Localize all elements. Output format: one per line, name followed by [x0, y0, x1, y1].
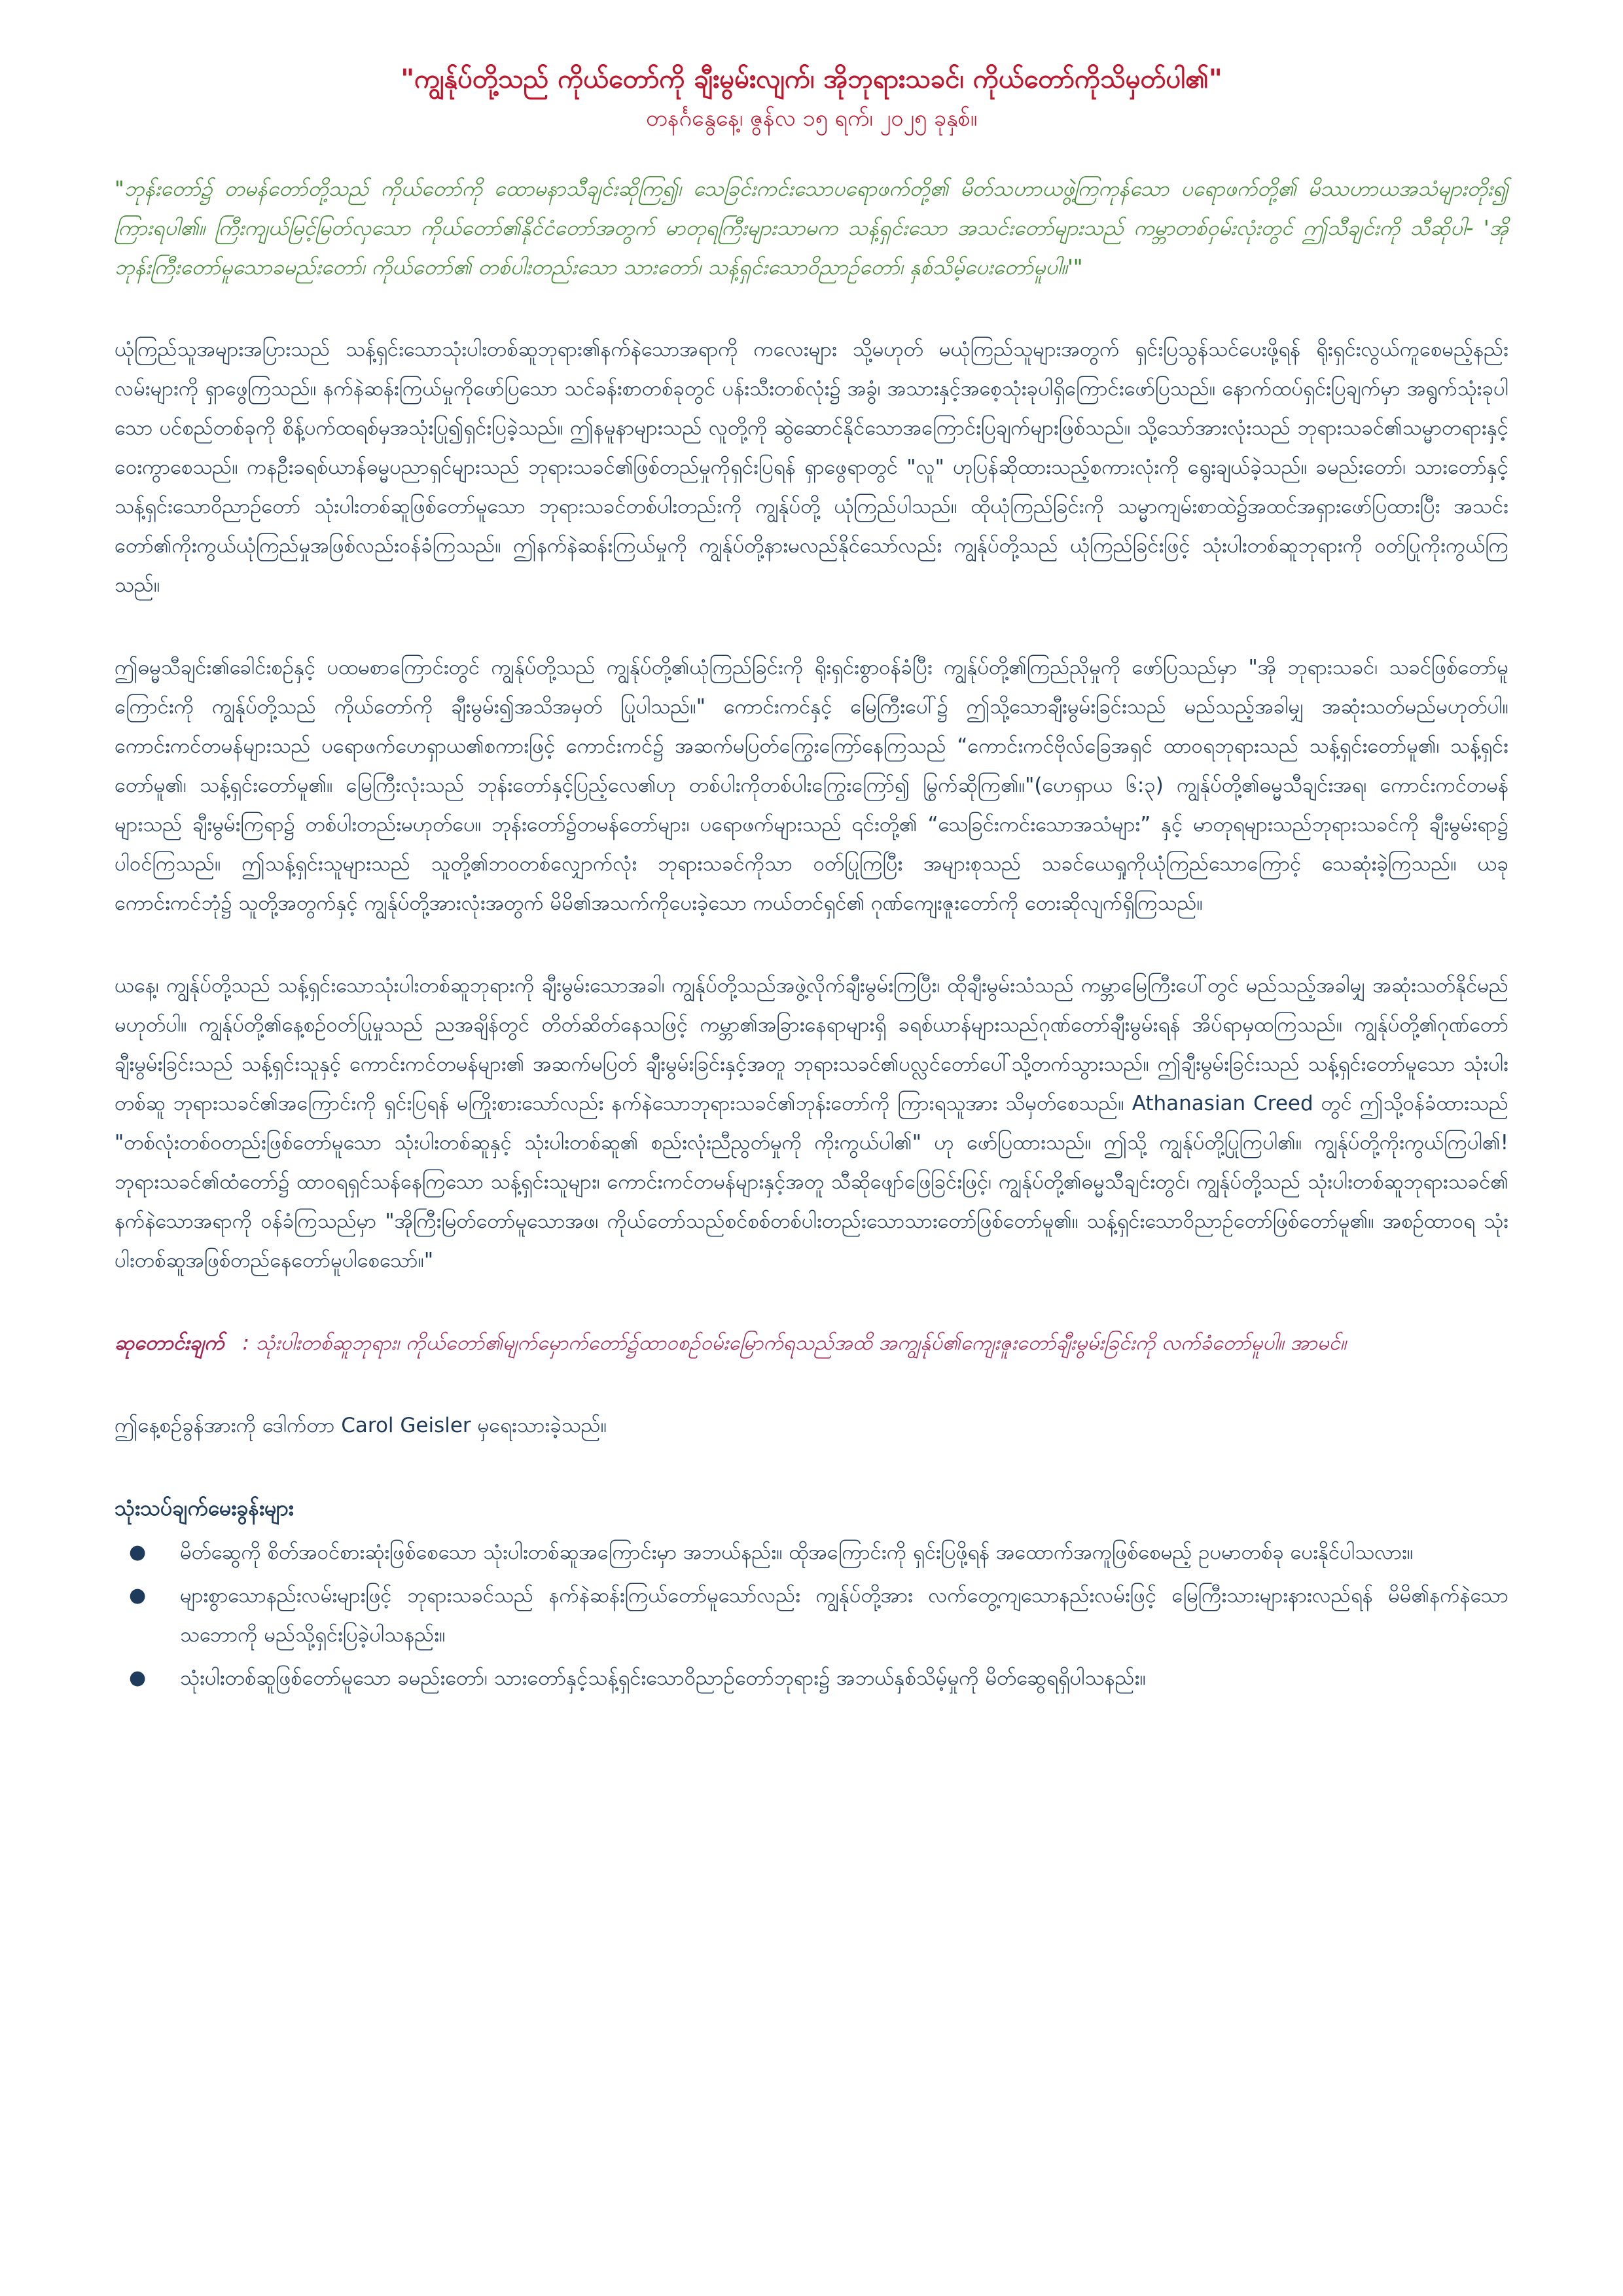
- list-item: [115, 1576, 1508, 1655]
- prayer-block: [115, 1323, 1508, 1363]
- scripture-hymn-verse: "ဘုန်းတော်၌ တမန်တော်တို့သည် ကိုယ်တော်ကို ထောမနာသီချင်းဆိုကြ၍၊ သေခြင်းကင်းသောပရောဖက်တို့၏ မိတ်သဟာယဖွဲ့ကြကုန်သော ပရောဖက်တို့၏ မိဿဟာယအသံများတိုး၍ ကြားရပါ၏။ ကြီးကျယ်မြင့်မြတ်လှသော ကိုယ်တော်၏နိုင်ငံတော်အတွက် မာတုရကြီးများသာမက သန့်ရှင်းသော အသင်းတော်များသည် ကမ္ဘာတစ်ဝှမ်းလုံးတွင် ဤသီချင်းကို သီဆိုပါ- 'အို ဘုန်းကြီးတော်မူသောခမည်းတော်၊ ကိုယ်တော်၏ တစ်ပါးတည်းသော သားတော်၊ သန့်ရှင်းသောဝိညာဉ်တော်၊ နှစ်သိမ့်ပေးတော်မူပါ။'": [115, 176, 1508, 279]
- body-paragraph-1: ယုံကြည်သူအများအပြားသည် သန့်ရှင်းသောသုံးပါးတစ်ဆူဘုရား၏နက်နဲသောအရာကို ကလေးများ သို့မဟုတ် မယုံကြည်သူများအတွက် ရှင်းပြသွန်သင်ပေးဖို့ရန် ရိုးရှင်းလွယ်ကူစေမည့်နည်းလမ်းများကို ရှာဖွေကြသည်။ နက်နဲဆန်းကြယ်မှုကိုဖော်ပြသော သင်ခန်းစာတစ်ခုတွင် ပန်းသီးတစ်လုံး၌ အခွံ၊ အသားနှင့်အစေ့သုံးခုပါရှိကြောင်းဖော်ပြသည်။ နောက်ထပ်ရှင်းပြချက်မှာ အရွက်သုံးခုပါသော ပင်စည်တစ်ခုကို စိန့်ပက်ထရစ်မှအသုံးပြု၍ရှင်းပြခဲ့သည်။ ဤနမူနာများသည် လူတို့ကို ဆွဲဆောင်နိုင်သောအကြောင်းပြချက်များဖြစ်သည်။ သို့သော်အားလုံးသည် ဘုရားသခင်၏သမ္မာတရားနှင့်ဝေးကွာစေသည်။ ကနဦးခရစ်ယာန်ဓမ္မပညာရှင်များသည် ဘုရားသခင်၏ဖြစ်တည်မှုကိုရှင်းပြရန် ရှာဖွေရာတွင် "လူ" ဟုပြန်ဆိုထားသည့်စကားလုံးကို ရွေးချယ်ခဲ့သည်။ ခမည်းတော်၊ သားတော်နှင့် သန့်ရှင်းသောဝိညာဉ်တော် သုံးပါးတစ်ဆူဖြစ်တော်မူသော ဘုရားသခင်တစ်ပါးတည်းကို ကျွန်ုပ်တို့ ယုံကြည်ပါသည်။ ထိုယုံကြည်ခြင်းကို သမ္မာကျမ်းစာထဲ၌အထင်အရှားဖော်ပြထားပြီး အသင်းတော်၏ကိုးကွယ်ယုံကြည်မှုအဖြစ်လည်းဝန်ခံကြသည်။ ဤနက်နဲဆန်းကြယ်မှုကို ကျွန်ုပ်တို့နားမလည်နိုင်သော်လည်း ကျွန်ုပ်တို့သည် ယုံကြည်ခြင်းဖြင့် သုံးပါးတစ်ဆူဘုရားကို ဝတ်ပြုကိုးကွယ်ကြသည်။: [115, 338, 1508, 597]
- author-credit: ဤနေ့စဉ်ခွန်အားကို ဒေါက်တာ Carol Geisler မှရေးသားခဲ့သည်။: [115, 1414, 607, 1437]
- question-text: များစွာသောနည်းလမ်းများဖြင့် ဘုရားသခင်သည် နက်နဲဆန်းကြယ်တော်မူသော်လည်း ကျွန်ုပ်တို့အား လက်တွေ့ကျသောနည်းလမ်းဖြင့် မြေကြီးသားများနားလည်ရန် မိမိ၏နက်နဲသောသဘောကို မည်သို့ရှင်းပြခဲ့ပါသနည်း။: [180, 1584, 1508, 1647]
- list-item: [115, 1533, 1508, 1572]
- document-page: [115, 59, 1508, 1702]
- bullet-icon: ●: [129, 1666, 147, 1689]
- bullet-icon: ●: [129, 1584, 147, 1607]
- question-text: သုံးပါးတစ်ဆူဖြစ်တော်မူသော ခမည်းတော်၊ သားတော်နှင့်သန့်ရှင်းသောဝိညာဉ်တော်ဘုရား၌ အဘယ်နှစ်သိမ့်မှုကို မိတ်ဆွေရရှိပါသနည်း။: [180, 1666, 1146, 1690]
- bullet-icon: ●: [129, 1541, 147, 1564]
- body-paragraph-3: ယနေ့၊ ကျွန်ုပ်တို့သည် သန့်ရှင်းသောသုံးပါးတစ်ဆူဘုရားကို ချီးမွမ်းသောအခါ၊ ကျွန်ုပ်တို့သည်အဖွဲ့လိုက်ချီးမွမ်းကြပြီး၊ ထိုချီးမွမ်းသံသည် ကမ္ဘာမြေကြီးပေါ်တွင် မည်သည့်အခါမျှ အဆုံးသတ်နိုင်မည်မဟုတ်ပါ။ ကျွန်ုပ်တို့၏နေ့စဉ်ဝတ်ပြုမှုသည် ညအချိန်တွင် တိတ်ဆိတ်နေသဖြင့် ကမ္ဘာ၏အခြားနေရာများရှိ ခရစ်ယာန်များသည်ဂုဏ်တော်ချီးမွမ်းရန် အိပ်ရာမှထကြသည်။ ကျွန်ုပ်တို့၏ဂုဏ်တော်ချီးမွမ်းခြင်းသည် သန့်ရှင်းသူနှင့် ကောင်းကင်တမန်များ၏ အဆက်မပြတ် ချီးမွမ်းခြင်းနှင့်အတူ ဘုရားသခင်၏ပလ္လင်တော်ပေါ်သို့တက်သွားသည်။ ဤချီးမွမ်းခြင်းသည် သန့်ရှင်းတော်မူသော သုံးပါးတစ်ဆူ ဘုရားသခင်၏အကြောင်းကို ရှင်းပြရန် မကြိုးစားသော်လည်း နက်နဲသောဘုရားသခင်၏ဘုန်းတော်ကို ကြားရသူအား သိမှတ်စေသည်။ Athanasian Creed တွင် ဤသို့ဝန်ခံထားသည် "တစ်လုံးတစ်ဝတည်းဖြစ်တော်မူသော သုံးပါးတစ်ဆူနှင့် သုံးပါးတစ်ဆူ၏ စည်းလုံးညီညွတ်မှုကို ကိုးကွယ်ပါ၏" ဟု ဖော်ပြထားသည်။ ဤသို့ ကျွန်ုပ်တို့ပြုကြပါ၏။ ကျွန်ုပ်တို့ကိုးကွယ်ကြပါ၏! ဘုရားသခင်၏ထံတော်၌ ထာဝရရှင်သန်နေကြသော သန့်ရှင်းသူများ၊ ကောင်းကင်တမန်များနှင့်အတူ သီဆိုဖျော်ဖြေခြင်းဖြင့်၊ ကျွန်ုပ်တို့၏ဓမ္မသီချင်းတွင်၊ ကျွန်ုပ်တို့သည် သုံးပါးတစ်ဆူဘုရားသခင်၏ နက်နဲသောအရာကို ဝန်ခံကြသည်မှာ "အိုကြီးမြတ်တော်မူသောအဖ၊ ကိုယ်တော်သည်စင်စစ်တစ်ပါးတည်းသောသားတော်ဖြစ်တော်မူ၏။ သန့်ရှင်းသောဝိညာဉ်တော်ဖြစ်တော်မူ၏။ အစဉ်ထာဝရ သုံးပါးတစ်ဆူအဖြစ်တည်နေတော်မူပါစေသော်။": [115, 974, 1508, 1272]
- list-item: [115, 1659, 1508, 1698]
- prayer-label: ဆုတောင်းချက်: [115, 1331, 224, 1355]
- reflection-questions-heading: သုံးသပ်ချက်မေးခွန်းများ: [115, 1496, 294, 1520]
- question-text: မိတ်ဆွေကို စိတ်အဝင်စားဆုံးဖြစ်စေသော သုံးပါးတစ်ဆူအကြောင်းမှာ အဘယ်နည်း။ ထိုအကြောင်းကို ရှင်းပြဖို့ရန် အထောက်အကူဖြစ်စေမည့် ဥပမာတစ်ခု ပေးနိုင်ပါသလား။: [180, 1541, 1414, 1564]
- reflection-questions-list: [115, 1533, 1508, 1698]
- devotion-title: "ကျွန်ုပ်တို့သည် ကိုယ်တော်ကို ချီးမွမ်းလျက်၊ အိုဘုရားသခင်၊ ကိုယ်တော်ကိုသိမှတ်ပါ၏": [401, 64, 1222, 94]
- body-paragraph-2: ဤဓမ္မသီချင်း၏ခေါင်းစဉ်နှင့် ပထမစာကြောင်းတွင် ကျွန်ုပ်တို့သည် ကျွန်ုပ်တို့၏ယုံကြည်ခြင်းကို ရိုးရှင်းစွာဝန်ခံပြီး ကျွန်ုပ်တို့၏ကြည်ညိုမှုကို ဖော်ပြသည်မှာ "အို ဘုရားသခင်၊ သခင်ဖြစ်တော်မူကြောင်းကို ကျွန်ုပ်တို့သည် ကိုယ်တော်ကို ချီးမွမ်း၍အသိအမှတ် ပြုပါသည်။" ကောင်းကင်နှင့် မြေကြီးပေါ်၌ ဤသို့သောချီးမွမ်းခြင်းသည် မည်သည့်အခါမျှ အဆုံးသတ်မည်မဟုတ်ပါ။ ကောင်းကင်တမန်များသည် ပရောဖက်ဟေရှာယ၏စကားဖြင့် ကောင်းကင်၌ အဆက်မပြတ်ကြွေးကြော်နေကြသည် “ကောင်းကင်ဗိုလ်ခြေအရှင် ထာဝရဘုရားသည် သန့်ရှင်းတော်မူ၏၊ သန့်ရှင်းတော်မူ၏၊ သန့်ရှင်းတော်မူ၏။ မြေကြီးလုံးသည် ဘုန်းတော်နှင့်ပြည့်လေ၏ဟု တစ်ပါးကိုတစ်ပါးကြွေးကြော်၍ မြွက်ဆိုကြ၏။"(ဟေရှာယ ၆:၃) ကျွန်ုပ်တို့၏ဓမ္မသီချင်းအရ၊ ကောင်းကင်တမန်များသည် ချီးမွမ်းကြရာ၌ တစ်ပါးတည်းမဟုတ်ပေ။ ဘုန်းတော်၌တမန်တော်များ၊ ပရောဖက်များသည် ၎င်းတို့၏ “သေခြင်းကင်းသောအသံများ” နှင့် မာတုရများသည်ဘုရားသခင်ကို ချီးမွမ်းရာ၌ ပါဝင်ကြသည်။ ဤသန့်ရှင်းသူများသည် သူတို့၏ဘဝတစ်လျှောက်လုံး ဘုရားသခင်ကိုသာ ဝတ်ပြုကြပြီး အများစုသည် သခင်ယေရှုကိုယုံကြည်သောကြောင့် သေဆုံးခဲ့ကြသည်။ ယခုကောင်းကင်ဘုံ၌ သူတို့အတွက်နှင့် ကျွန်ုပ်တို့အားလုံးအတွက် မိမိ၏အသက်ကိုပေးခဲ့သော ကယ်တင်ရှင်၏ ဂုဏ်ကျေးဇူးတော်ကို တေးဆိုလျက်ရှိကြသည်။: [115, 656, 1508, 915]
- devotion-date: တနင်္ဂနွေနေ့၊ ဇွန်လ ၁၅ ရက်၊ ၂၀၂၅ ခုနှစ်။: [645, 105, 978, 132]
- prayer-text: : သုံးပါးတစ်ဆူဘုရား၊ ကိုယ်တော်၏မျက်မှောက်တော်၌ထာဝစဉ်ဝမ်းမြောက်ရသည်အထိ အကျွန်ုပ်၏ကျေးဇူးတော်ချီးမွမ်းခြင်းကို လက်ခံတော်မူပါ။ အာမင်။: [242, 1331, 1347, 1355]
